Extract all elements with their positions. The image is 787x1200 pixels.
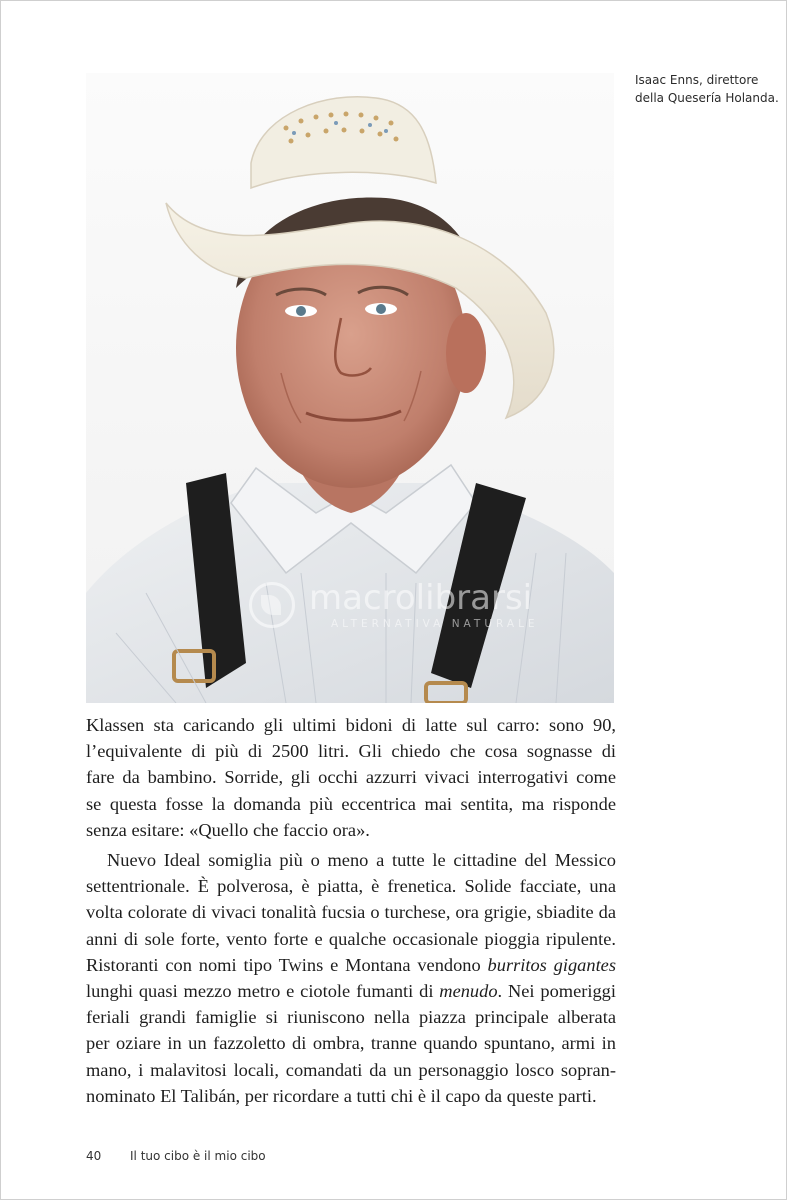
watermark-tagline: ALTERNATIVA NATURALE (331, 618, 539, 630)
text-line: mano, i malavitosi locali, comandati da un personaggio losco sopran- (86, 1059, 616, 1080)
text-line: per oziare in un fazzoletto di ombra, tranne quando spuntano, armi in (86, 1033, 616, 1054)
caption-line-2: della Quesería Holanda. (635, 91, 779, 105)
italic-term: burritos gigantes (487, 954, 616, 975)
photo-caption (635, 71, 785, 107)
text-line: feriali grandi famiglie si riuniscono nella piazza principale alberata (86, 1007, 616, 1028)
running-title: Il tuo cibo è il mio cibo (130, 1149, 266, 1163)
portrait-illustration (86, 73, 614, 703)
watermark-brand: macrolibrarsi (309, 578, 533, 618)
text-line: anni di sole forte, vento forte e qualche occasionale pioggia ripulente. (86, 928, 616, 949)
body-text (86, 712, 616, 1109)
text-line: se questa fosse la domanda più eccentrica mai sentita, ma risponde (86, 793, 616, 814)
portrait-photo (86, 73, 614, 703)
text-line: Klassen sta caricando gli ultimi bidoni di latte sul carro: sono 90, (86, 715, 616, 735)
paragraph-2 (86, 847, 616, 1109)
text-line (86, 978, 616, 1004)
page-number: 40 (86, 1149, 102, 1163)
text-line: fare da bambino. Sorride, gli occhi azzurri vivaci interrogativi come (86, 767, 616, 788)
text-fragment: . Nei pomeriggi (497, 981, 616, 1002)
text-line: Nuevo Ideal somiglia più o meno a tutte le cittadine del Messico (107, 850, 616, 871)
text-line (86, 952, 616, 978)
text-fragment: lunghi quasi mezzo metro e ciotole fumanti di (86, 981, 440, 1002)
text-line: settentrionale. È polverosa, è piatta, è frenetica. Solide facciate, una (86, 876, 616, 897)
paragraph-1 (86, 712, 616, 843)
italic-term: menudo (439, 981, 498, 1002)
caption-line-1: Isaac Enns, direttore (635, 73, 759, 87)
text-line: l’equivalente di più di 2500 litri. Gli chiedo che cosa sognasse di (86, 741, 616, 762)
text-line: volta colorate di vivaci tonalità fucsia o turchese, ora grigie, sbiadite da (86, 902, 616, 923)
text-line: senza esitare: «Quello che faccio ora». (86, 819, 370, 840)
text-line: nominato El Talibán, per ricordare a tutti chi è il capo da queste parti. (86, 1085, 597, 1106)
page-footer (86, 1149, 266, 1163)
text-fragment: Ristoranti con nomi tipo Twins e Montana vendono (86, 954, 488, 975)
